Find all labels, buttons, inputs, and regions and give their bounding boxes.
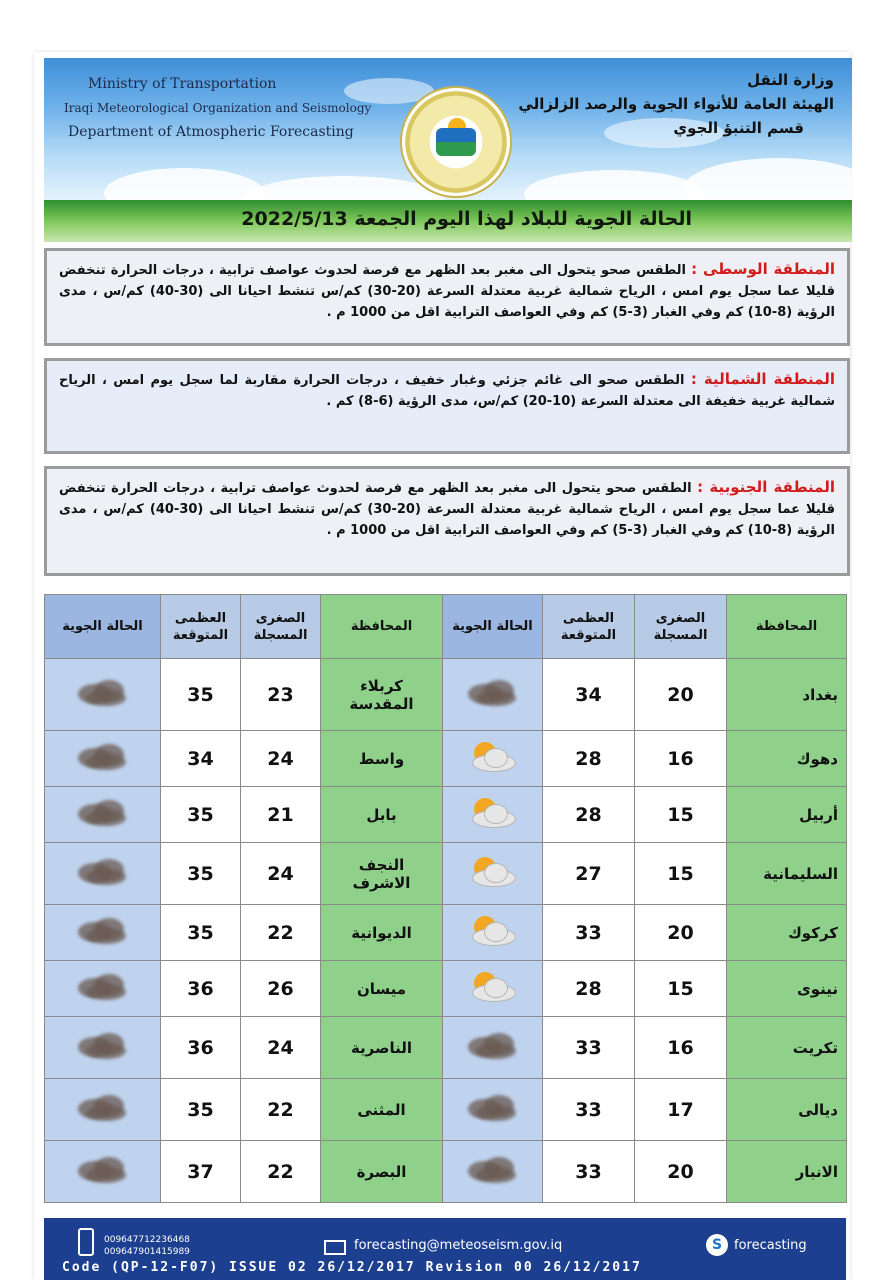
province-name: بغداد xyxy=(727,659,847,731)
dust-icon xyxy=(462,676,524,710)
weather-condition xyxy=(443,787,543,843)
max-temp: 37 xyxy=(161,1141,241,1203)
max-temp: 33 xyxy=(543,1017,635,1079)
department-name-ar: قسم التنبؤ الجوي xyxy=(673,119,804,137)
dust-icon xyxy=(72,914,134,948)
province-name: النجف الاشرف xyxy=(321,843,443,905)
region-central xyxy=(44,248,850,346)
max-temp: 33 xyxy=(543,1079,635,1141)
province-name: الناصرية xyxy=(321,1017,443,1079)
table-row xyxy=(45,659,847,731)
header-province-1: المحافظة xyxy=(727,595,847,659)
max-temp: 28 xyxy=(543,961,635,1017)
emblem-icon xyxy=(436,128,476,156)
province-name: البصرة xyxy=(321,1141,443,1203)
table-row xyxy=(45,843,847,905)
weather-condition xyxy=(45,843,161,905)
min-temp: 22 xyxy=(241,905,321,961)
min-temp: 16 xyxy=(635,731,727,787)
table-header-row xyxy=(45,595,847,659)
partly-cloudy-icon xyxy=(462,970,524,1004)
header-province-2: المحافظة xyxy=(321,595,443,659)
skype-handle: forecasting xyxy=(734,1238,807,1253)
department-name-en: Department of Atmospheric Forecasting xyxy=(68,124,354,140)
province-name: الانبار xyxy=(727,1141,847,1203)
dust-icon xyxy=(72,1091,134,1125)
min-temp: 20 xyxy=(635,905,727,961)
page-title: الحالة الجوية للبلاد لهذا اليوم الجمعة 2022/5/13 xyxy=(241,208,692,230)
header-max-2: العظمى المتوقعة xyxy=(161,595,241,659)
partly-cloudy-icon xyxy=(462,855,524,889)
header-max-1: العظمى المتوقعة xyxy=(543,595,635,659)
header-min-2: الصغرى المسجلة xyxy=(241,595,321,659)
min-temp: 23 xyxy=(241,659,321,731)
dust-icon xyxy=(72,1029,134,1063)
province-name: ميسان xyxy=(321,961,443,1017)
table-row xyxy=(45,787,847,843)
province-name: واسط xyxy=(321,731,443,787)
weather-condition xyxy=(45,961,161,1017)
weather-condition xyxy=(45,1017,161,1079)
footer xyxy=(44,1218,846,1280)
province-name: أربيل xyxy=(727,787,847,843)
table-row xyxy=(45,905,847,961)
max-temp: 35 xyxy=(161,1079,241,1141)
header-min-1: الصغرى المسجلة xyxy=(635,595,727,659)
email-address[interactable]: forecasting@meteoseism.gov.iq xyxy=(354,1238,563,1253)
min-temp: 17 xyxy=(635,1079,727,1141)
max-temp: 28 xyxy=(543,731,635,787)
region-northern-text: الطقس صحو الى غائم جزئي وغبار خفيف ، درجات الحرارة مقاربة لما سجل يوم امس ، الرياح شمالية غربية خفيفة الى معتدلة السرعة (10-20) كم/س، مدى الرؤية (6-8) كم . xyxy=(59,373,835,409)
phone-icon xyxy=(78,1228,94,1256)
min-temp: 24 xyxy=(241,731,321,787)
phone-number-1: 009647712236468 xyxy=(104,1235,190,1245)
min-temp: 24 xyxy=(241,1017,321,1079)
weather-condition xyxy=(45,905,161,961)
weather-condition xyxy=(45,659,161,731)
table-row xyxy=(45,961,847,1017)
dust-icon xyxy=(72,855,134,889)
max-temp: 35 xyxy=(161,659,241,731)
weather-condition xyxy=(443,731,543,787)
header-arabic xyxy=(518,68,834,140)
weather-condition xyxy=(45,787,161,843)
dust-icon xyxy=(72,676,134,710)
max-temp: 36 xyxy=(161,1017,241,1079)
province-name: بابل xyxy=(321,787,443,843)
dust-icon xyxy=(72,796,134,830)
min-temp: 16 xyxy=(635,1017,727,1079)
province-name: ديالى xyxy=(727,1079,847,1141)
header-condition-1: الحالة الجوية xyxy=(443,595,543,659)
max-temp: 27 xyxy=(543,843,635,905)
region-southern-name: المنطقة الجنوبية : xyxy=(697,478,836,496)
header-english xyxy=(64,72,371,144)
table-row xyxy=(45,1141,847,1203)
province-name: نينوى xyxy=(727,961,847,1017)
max-temp: 35 xyxy=(161,787,241,843)
province-name: السليمانية xyxy=(727,843,847,905)
region-northern xyxy=(44,358,850,454)
min-temp: 20 xyxy=(635,659,727,731)
weather-condition xyxy=(443,905,543,961)
min-temp: 22 xyxy=(241,1079,321,1141)
max-temp: 35 xyxy=(161,905,241,961)
weather-condition xyxy=(45,731,161,787)
ministry-name-ar: وزارة النقل xyxy=(747,71,834,89)
document-code: Code (QP-12-F07) ISSUE 02 26/12/2017 Revision 00 26/12/2017 xyxy=(62,1260,642,1275)
max-temp: 28 xyxy=(543,787,635,843)
max-temp: 33 xyxy=(543,1141,635,1203)
skype-icon: S xyxy=(706,1234,728,1256)
province-name: تكريت xyxy=(727,1017,847,1079)
forecast-table xyxy=(44,594,847,1203)
dust-icon xyxy=(462,1029,524,1063)
organization-logo xyxy=(400,86,512,198)
partly-cloudy-icon xyxy=(462,914,524,948)
max-temp: 34 xyxy=(161,731,241,787)
max-temp: 36 xyxy=(161,961,241,1017)
organization-name-ar: الهيئة العامة للأنواء الجوية والرصد الزلزالي xyxy=(518,95,834,113)
weather-condition xyxy=(45,1141,161,1203)
weather-condition xyxy=(443,1017,543,1079)
phone-numbers xyxy=(104,1234,190,1258)
table-row xyxy=(45,731,847,787)
min-temp: 15 xyxy=(635,787,727,843)
province-name: المثنى xyxy=(321,1079,443,1141)
weather-condition xyxy=(443,843,543,905)
organization-name-en: Iraqi Meteorological Organization and Seismology xyxy=(64,101,372,115)
region-northern-name: المنطقة الشمالية : xyxy=(690,370,836,388)
dust-icon xyxy=(72,1153,134,1187)
dust-icon xyxy=(72,970,134,1004)
min-temp: 15 xyxy=(635,843,727,905)
province-name: دهوك xyxy=(727,731,847,787)
weather-condition xyxy=(443,961,543,1017)
weather-condition xyxy=(45,1079,161,1141)
dust-icon xyxy=(72,740,134,774)
max-temp: 34 xyxy=(543,659,635,731)
min-temp: 22 xyxy=(241,1141,321,1203)
header-banner xyxy=(44,58,852,200)
province-name: كربلاء المقدسة xyxy=(321,659,443,731)
region-southern xyxy=(44,466,850,576)
province-name: الديوانية xyxy=(321,905,443,961)
province-name: كركوك xyxy=(727,905,847,961)
max-temp: 33 xyxy=(543,905,635,961)
weather-condition xyxy=(443,659,543,731)
min-temp: 21 xyxy=(241,787,321,843)
weather-condition xyxy=(443,1141,543,1203)
region-central-name: المنطقة الوسطى : xyxy=(691,260,836,278)
mail-icon xyxy=(324,1240,346,1255)
weather-condition xyxy=(443,1079,543,1141)
table-row xyxy=(45,1079,847,1141)
phone-number-2: 009647901415989 xyxy=(104,1247,190,1257)
min-temp: 15 xyxy=(635,961,727,1017)
min-temp: 26 xyxy=(241,961,321,1017)
region-southern-text: الطقس صحو يتحول الى مغبر بعد الظهر مع فرصة لحدوث عواصف ترابية ، درجات الحرارة تنخفض قليلا عما سجل يوم امس ، الرياح شمالية غربية معتدلة السرعة (20-30) كم/س تنشط احيانا الى (30-40) كم/س ، مدى الرؤية (8-10) كم وفي الغبار (3-5) كم وفي العواصف الترابية اقل من 1000 م . xyxy=(59,481,835,538)
header-condition-2: الحالة الجوية xyxy=(45,595,161,659)
max-temp: 35 xyxy=(161,843,241,905)
partly-cloudy-icon xyxy=(462,796,524,830)
table-row xyxy=(45,1017,847,1079)
ministry-name-en: Ministry of Transportation xyxy=(88,76,277,92)
min-temp: 20 xyxy=(635,1141,727,1203)
region-central-text: الطقس صحو يتحول الى مغبر بعد الظهر مع فرصة لحدوث عواصف ترابية ، درجات الحرارة تنخفض قليلا عما سجل يوم امس ، الرياح شمالية غربية معتدلة السرعة (20-30) كم/س تنشط احيانا الى (30-40) كم/س ، مدى الرؤية (8-10) كم وفي الغبار (3-5) كم وفي العواصف الترابية اقل من 1000 م . xyxy=(59,263,835,320)
min-temp: 24 xyxy=(241,843,321,905)
dust-icon xyxy=(462,1091,524,1125)
title-bar xyxy=(44,200,852,242)
dust-icon xyxy=(462,1153,524,1187)
partly-cloudy-icon xyxy=(462,740,524,774)
